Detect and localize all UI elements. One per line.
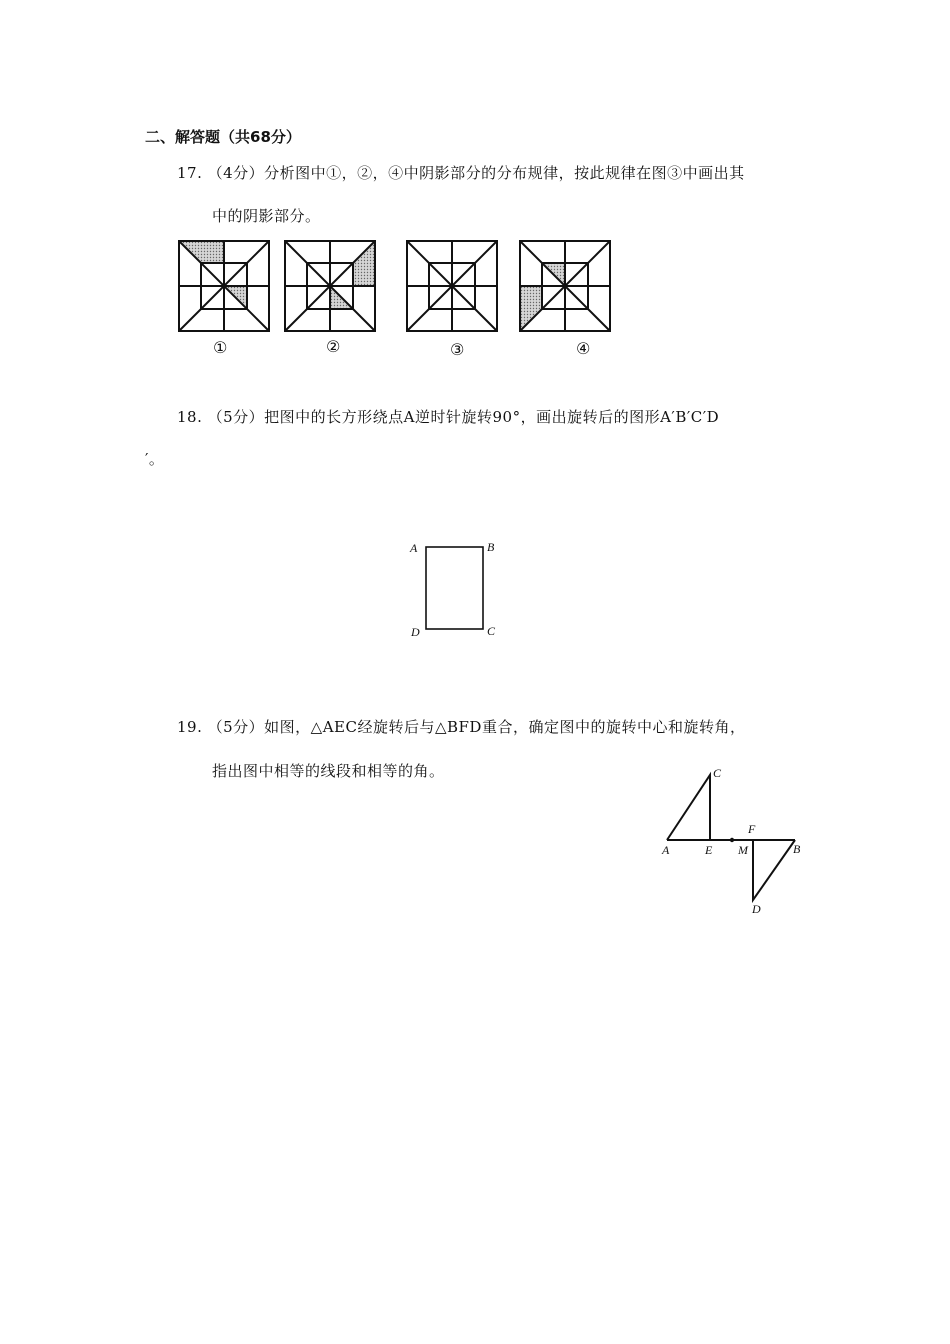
triangle-bfd	[753, 840, 795, 900]
q19-label-e: E	[705, 843, 713, 857]
q18-rectangle	[426, 547, 483, 629]
q18-line2: ′。	[145, 450, 165, 468]
shade-top-left	[179, 241, 224, 263]
q19-label-b: B	[793, 842, 801, 856]
q19-line1: 19. （5分）如图，△AEC经旋转后与△BFD重合，确定图中的旋转中心和旋转角，	[177, 718, 746, 736]
triangle-aec	[667, 775, 710, 840]
figure-1	[179, 241, 269, 331]
q18-label-b: B	[487, 540, 495, 554]
figure-label-1: ①	[213, 338, 228, 357]
shade-left	[520, 286, 542, 331]
q19-label-a: A	[662, 843, 670, 857]
q19-figure	[667, 775, 795, 900]
q17-line1: 17. （4分）分析图中①，②，④中阴影部分的分布规律，按此规律在图③中画出其	[177, 164, 745, 182]
figure-4	[520, 241, 610, 331]
q19-label-d: D	[752, 902, 761, 916]
shade-right	[353, 241, 375, 286]
q18-label-d: D	[411, 625, 420, 639]
q18-label-a: A	[410, 541, 418, 555]
section-title: 二、解答题（共68分）	[145, 128, 301, 146]
q18-label-c: C	[487, 624, 496, 638]
figure-label-4: ④	[576, 339, 591, 358]
q19-label-c: C	[713, 766, 722, 780]
q19-line2: 指出图中相等的线段和相等的角。	[212, 762, 445, 780]
q19-label-m: M	[738, 843, 748, 857]
figure-2	[285, 241, 375, 331]
figure-3	[407, 241, 497, 331]
q19-label-f: F	[748, 822, 756, 836]
figure-label-2: ②	[326, 337, 341, 356]
point-m	[730, 838, 734, 842]
q18-line1: 18. （5分）把图中的长方形绕点A逆时针旋转90°，画出旋转后的图形A′B′C′D	[177, 408, 720, 426]
q17-line2: 中的阴影部分。	[212, 207, 321, 225]
figure-label-3: ③	[450, 340, 465, 359]
